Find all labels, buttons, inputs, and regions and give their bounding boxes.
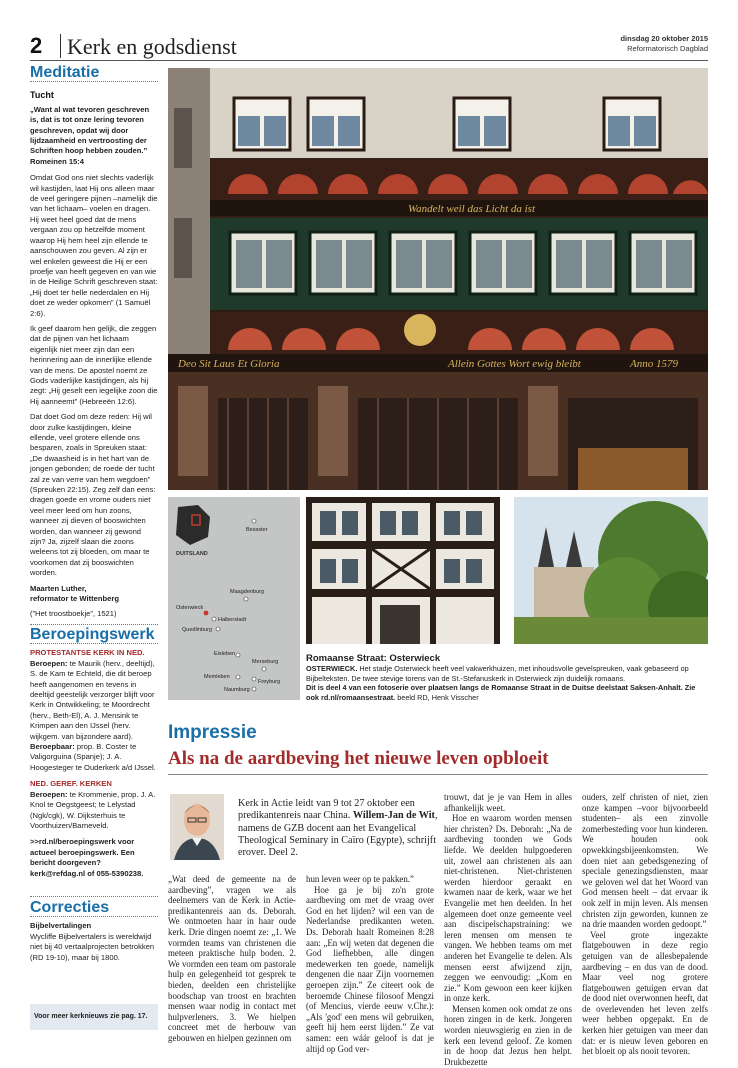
entry-text: te Maurik (herv., deeltijd), S. de Kam te Echteld, die dit beroep heeft aangenomen en tevens in deeltijd geestelijk verzorger blijft voor Kerk in Ontwikkeling; te Moordrecht (herv., Beth-El), A. J. Mensink te Krimpen aan den IJssel (herv. wijkgem. van bijzondere aard).	[30, 658, 155, 741]
correcties-heading: Correcties	[30, 899, 110, 916]
map-place: Osterwieck	[176, 605, 204, 611]
article-kicker: Impressie	[168, 722, 257, 743]
map-place: Bessster	[246, 527, 268, 533]
route-map	[168, 497, 300, 700]
church-towers-illustration	[514, 497, 708, 644]
church-towers-photo	[514, 497, 708, 644]
meditatie-title: Tucht	[30, 90, 54, 101]
meditatie-paragraph: Dat doet God om deze reden: Hij wil door zulke kastijdingen, kleine ellende, veel grotere ellende ons besparen, zoals in Spreuken staat: „De dwaasheid is in het hart van de jongen gebonden; de roede der tucht zal ze van verre van hem wegdoen” (Spreuken 22:15). Zeg zelf dan eens: dragen goede en vrome ouders niet veel meer leed om hun zoons, wanneer zij dieven of booswichten worden, dan wanneer zij gewond zijn? Ja, zijzelf slaan die zoons weleens tot zij bloeden, om maar te voorkomen dat zij booswichten worden.	[30, 412, 156, 578]
meditatie-quote-ref: Romeinen 15:4	[30, 156, 85, 166]
issue-date: dinsdag 20 oktober 2015	[620, 34, 708, 43]
beroepingswerk-column	[30, 624, 158, 879]
entry-text: prop. B. Coster te Valigorguina (Spanje); J. A. Hoogesteger te Ouderkerk a/d IJssel.	[30, 742, 156, 772]
house-facade-illustration	[168, 68, 708, 490]
map-place: Memleben	[204, 674, 230, 680]
beroepingswerk-link-note[interactable]: >>rd.nl/beroepingswerk voor actueel beroepingswerk. Een bericht doorgeven? kerk@refdag.nl of 055-5390238.	[30, 837, 144, 878]
article-column-3	[444, 792, 572, 1067]
article-column-2	[306, 874, 434, 1054]
timber-frame-illustration	[306, 497, 500, 644]
article-paragraph: Mensen komen ook omdat ze ons horen zingen in de kerk. Jongeren worden nieuwsgierig en zien in de kerk een levend geloof. Ze komen in de hoop dat Jezus hen helpt. Drukbezette	[444, 1003, 572, 1067]
header-date-block	[620, 34, 708, 54]
caption-place: OSTERWIECK.	[306, 663, 358, 673]
beroepingswerk-heading: Beroepingswerk	[30, 626, 155, 643]
section-dotted-rule	[30, 896, 158, 897]
caption-credit: beeld RD, Henk Visscher	[395, 693, 479, 703]
entry-text: te Krommenie, prop. J. A. Knol te Oegstgeest; te Lelystad (Ngk/cgk), W. Dijksterhuis te Voorthuizen/Barneveld.	[30, 789, 156, 830]
entry-label: Beroepen:	[30, 789, 68, 799]
author-name: Willem-Jan de Wit	[352, 810, 435, 822]
beam-inscription-right: Allein Gottes Wort ewig bleibt	[448, 358, 581, 370]
heading-dotted-rule	[30, 643, 158, 644]
entry-label: Beroepen:	[30, 658, 68, 668]
meditatie-paragraph: Ik geef daarom hen gelijk, die zeggen dat de pijnen van het lichaam eigenlijk niet meer zijn dan een herinnering aan de innerlijke ellende van de mens. De apostel noemt ze Gods vaderlijke kastijdingen, als hij zegt: „Hij geselt een iegelijke zoon die Hij aanneemt” (Hebreeën 12:6).	[30, 323, 158, 406]
article-rule	[168, 774, 708, 775]
map-place: Halberstadt	[218, 617, 247, 623]
beam-inscription-left: Deo Sit Laus Et Gloria	[178, 358, 280, 370]
article-column-1	[168, 874, 296, 1044]
portrait-illustration	[170, 794, 224, 860]
article-paragraph: ouders, zelf christen of niet, zien onze kampen –voor bijvoorbeeld studenten– als een zinvolle zomerbesteding voor hun kinderen. We houden ook opwekkingsbijeenkomsten. We doen niet aan gebedsgenezing of speciale genezingsdiensten, maar we geloven wel dat het Woord van God mensen heelt – dat ervaar ik ook zelf in mijn leven. Als mensen christen zijn geworden, kunnen ze na drie maanden worden gedoopt.”	[582, 792, 708, 930]
caption-text: Het stadje Osterwieck heeft veel vakwerkhuizen, met inhoudsvolle gevelspreuken, vaak gebaseerd op Bijbelteksten. De twee stevige torens van de St.-Stefanuskerk in Osterwieck zijn duidelijk romaans.	[306, 663, 689, 683]
photo-caption	[306, 654, 708, 703]
article-paragraph: Veel grote ingezakte flatgebouwen in deze regio getuigen van de allesbepalende aardbeving – en dus van de dood. Maar veel nog grotere flatgebouwen getuigen ervan dat de dood niet overwonnen heeft, dat de overlevenden het leven zelfs weer hebben opgepakt. En de kerken hier getuigen van meer dan dat: er is nieuw leven geboren en het bloeit op als nooit tevoren.	[582, 929, 708, 1057]
header-divider	[60, 34, 61, 58]
entry-label: Beroepbaar:	[30, 742, 75, 752]
meditatie-source: (”Het troostboekje”, 1521)	[30, 608, 117, 618]
correcties-text: Wycliffe Bijbelvertalers is wereldwijd niet bij 40 vertaalprojecten betrokken (RD 19-10), maar bij 1800.	[30, 931, 155, 962]
meditatie-paragraph: Omdat God ons niet slechts vaderlijk wil kastijden, laat Hij ons alleen maar de veel geringere pijnen –namelijk die van het lichaam– voelen en dragen. Hij weet heel goed dat de mens vergaan zou op hetzelfde moment waarop Hij hem heel zijn ellende te aanschouwen zou geven. Al zijn er wel enkelen geweest die Hij er een proefje van heeft gegeven en van wie in de Heilige Schrift geschreven staat: „Hij doet ter helle nederdalen en Hij doet ze weder opkomen” (1 Samuël 2:6).	[30, 173, 158, 318]
correcties-column	[30, 896, 158, 963]
timber-frame-house-photo	[306, 497, 500, 644]
map-place: Freyburg	[258, 679, 281, 685]
meditatie-author-role: reformator te Wittenberg	[30, 594, 119, 604]
lion-emblem	[404, 314, 436, 346]
section-title: Kerk en godsdienst	[67, 34, 237, 59]
meditatie-column	[30, 64, 158, 619]
intro-text: , namens de GZB docent aan het Evangelical Theological Seminary in Caïro (Egypte), schrijft erover. Deel 2.	[238, 810, 438, 859]
church-name: NED. GEREF. KERKEN	[30, 779, 112, 789]
article-intro	[238, 798, 458, 859]
map-place: Eisleben	[214, 651, 236, 657]
intro-text: Kerk in Actie leidt van 9 tot 27 oktober een predikantenreis naar China.	[238, 798, 415, 822]
meditatie-heading: Meditatie	[30, 64, 100, 81]
more-church-news-box[interactable]: Voor meer kerknieuws zie pag. 17.	[30, 1004, 158, 1030]
meditatie-author: Maarten Luther,	[30, 583, 87, 593]
article-paragraph: trouwt, dat je je van Hem in alles afhankelijk weet.	[444, 792, 572, 813]
church-name: PROTESTANTSE KERK IN NED.	[30, 648, 145, 658]
map-place: Maagdenburg	[230, 589, 264, 595]
article-headline: Als na de aardbeving het nieuwe leven opbloeit	[168, 748, 549, 769]
correcties-title: Bijbelvertalingen	[30, 921, 92, 931]
article-paragraph: hun leven weer op te pakken.”	[306, 874, 414, 884]
map-place: Naumburg	[224, 687, 250, 693]
meditatie-quote: „Want al wat tevoren geschreven is, dat is tot onze lering tevoren geschreven, opdat wij door lijdzaamheid en vertroosting der Schriften hoop hebben zouden.”	[30, 104, 150, 156]
beam-inscription-top: Wandelt weil das Licht da ist	[408, 203, 536, 215]
article-paragraph: „Wat deed de gemeente na de aardbeving”, vragen we als deelnemers van de Kerk in Actie-predikantenreis aan ds. Deborah. We ontmoeten haar in haar oude kerk. Drie dingen noemt ze: „1. We vormden teams van christenen die meteen praktische hulp boden. 2. We vormden een team om pastorale hulp en gelegenheid tot gesprek te bieden, deelden een christelijke boodschap van troost en brachten mensen waar nodig in contact met hulpverleners. 3. We hielpen concreet met de herbouw van gebouwen en hielpen gezinnen om	[168, 874, 296, 1043]
beroepingswerk-entry	[30, 742, 158, 773]
heading-dotted-rule	[30, 916, 158, 917]
beroepingswerk-entry	[30, 790, 158, 832]
map-illustration	[168, 497, 300, 700]
paper-name: Reformatorisch Dagblad	[627, 44, 708, 53]
half-timbered-house-photo	[168, 68, 708, 490]
map-place: Quedlinburg	[182, 627, 212, 633]
beroepingswerk-entry	[30, 659, 158, 742]
author-portrait	[170, 794, 224, 860]
article-paragraph: Hoe ga je bij zo'n grote aardbeving om met de vraag over God en het lijden? wil een van de Nederlandse predikanten weten. Ds. Deborah haalt Romeinen 8:28 aan: „En wij weten dat degenen die God liefhebben, alle dingen medewerken ten goede, namelijk dengenen die naar Zijn voornemen geroepen zijn.” Ze citeert ook de beroemde Chinese filosoof Mengzi (of Mencius, vierde eeuw v.Chr.): „Als 'god' een mens wil gebruiken, geeft hij hem eerst lijden.” Ze vat samen: een wáár geloof is dat je altijd op God ver-	[306, 884, 434, 1054]
heading-dotted-rule	[30, 81, 158, 82]
header-rule	[30, 60, 708, 61]
section-dotted-rule	[30, 624, 158, 625]
map-place: Merseburg	[252, 659, 279, 665]
caption-title: Romaanse Straat: Osterwieck	[306, 653, 441, 664]
map-country-label: DUITSLAND	[176, 551, 208, 557]
page-number: 2	[30, 33, 43, 58]
article-column-4	[582, 792, 708, 1057]
beam-inscription-year: Anno 1579	[630, 358, 678, 370]
caption-series-note: Dit is deel 4 van een fotoserie over plaatsen langs de Romaanse Straat in de Duitse deelstaat Saksen-Anhalt. Zie ook rd.nl/romaansestraat.	[306, 683, 696, 703]
article-paragraph: Hoe en waarom worden mensen hier christen? Ds. Deborah: „Na de aardbeving toonden we Gods liefde. We deelden hulpgoederen uit, zowel aan christenen als aan niet-christenen. Niet-christenen werden hierdoor geraakt en kwamen naar de kerk, waar we het Evangelie met hen deelden. In het algemeen doet onze gemeente veel aan discipelschapstraining: we leren mensen om mensen te vangen. We hebben teams om met anderen het Evangelie te delen. Als mensen eerst afwijzend zijn, zeggen we eenvoudig: „Kom en zie.” Kom gewoon een keer kijken in onze kerk.	[444, 813, 572, 1004]
